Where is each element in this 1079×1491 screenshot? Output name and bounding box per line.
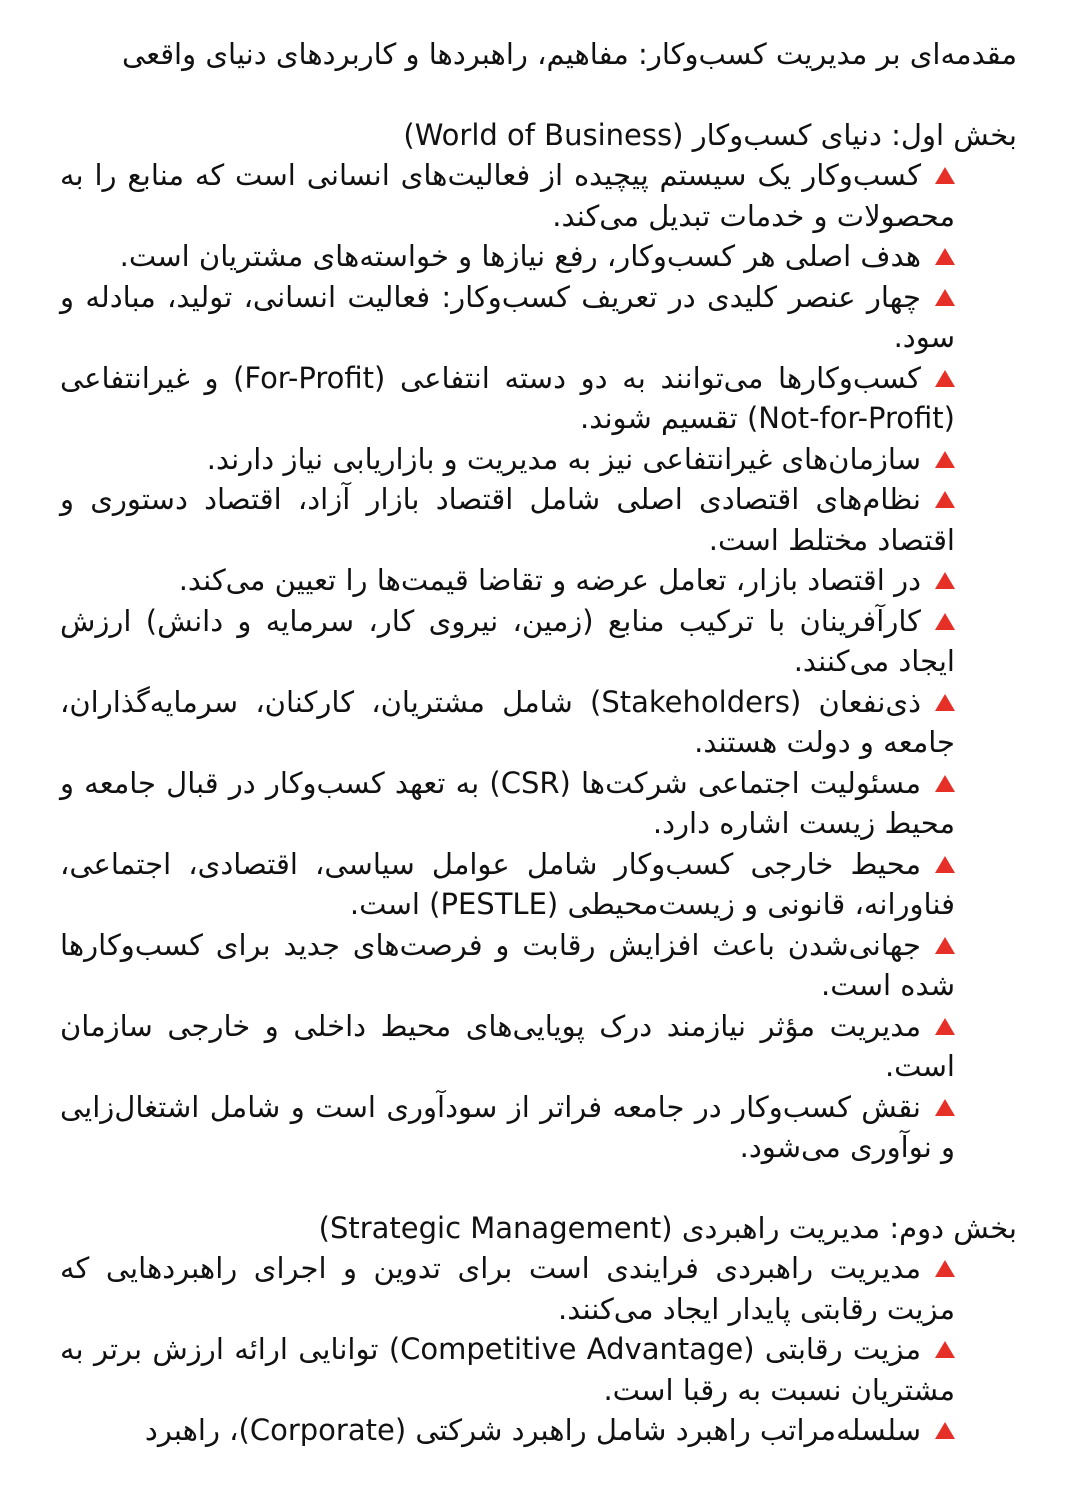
red-triangle-bullet-icon	[935, 370, 955, 387]
red-triangle-bullet-icon	[935, 248, 955, 265]
list-item-text: محیط خارجی کسب‌وکار شامل عوامل سیاسی، اقتصادی، اجتماعی، فناورانه، قانونی و زیست‌محیطی (PESTLE) است.	[60, 846, 955, 921]
section	[60, 1208, 1017, 1451]
red-triangle-bullet-icon	[935, 1018, 955, 1035]
red-triangle-bullet-icon	[935, 491, 955, 508]
list-item-text: مزیت رقابتی (Competitive Advantage) توانایی ارائه ارزش برتر به مشتریان نسبت به رقبا است.	[60, 1332, 955, 1407]
list-item	[60, 439, 1017, 480]
list-item-text: مسئولیت اجتماعی شرکت‌ها (CSR) به تعهد کسب‌وکار در قبال جامعه و محیط زیست اشاره دارد.	[60, 765, 955, 840]
list-item-text: نقش کسب‌وکار در جامعه فراتر از سودآوری است و شامل اشتغال‌زایی و نوآوری می‌شود.	[60, 1089, 955, 1164]
list-item	[60, 844, 1017, 925]
red-triangle-bullet-icon	[935, 856, 955, 873]
section-title: بخش اول: دنیای کسب‌وکار (World of Business)	[403, 117, 1017, 152]
red-triangle-bullet-icon	[935, 451, 955, 468]
list-item	[60, 479, 1017, 560]
list-item-text: هدف اصلی هر کسب‌وکار، رفع نیازها و خواسته‌های مشتریان است.	[119, 239, 921, 273]
red-triangle-bullet-icon	[935, 289, 955, 306]
list-item	[60, 682, 1017, 763]
red-triangle-bullet-icon	[935, 1099, 955, 1116]
list-item-text: کسب‌وکارها می‌توانند به دو دسته انتفاعی (For-Profit) و غیرانتفاعی (Not-for-Profit) تقسیم شوند.	[60, 360, 955, 435]
list-item-text: سازمان‌های غیرانتفاعی نیز به مدیریت و بازاریابی نیاز دارند.	[206, 441, 921, 476]
list-item	[60, 1006, 1017, 1087]
list-item-text: مدیریت راهبردی فرایندی است برای تدوین و اجرای راهبردهایی که مزیت رقابتی پایدار ایجاد می‌کنند.	[60, 1251, 955, 1326]
red-triangle-bullet-icon	[935, 937, 955, 954]
list-item	[60, 358, 1017, 439]
list-item	[60, 560, 1017, 601]
list-item	[60, 1087, 1017, 1168]
list-item-text: مدیریت مؤثر نیازمند درک پویایی‌های محیط داخلی و خارجی سازمان است.	[60, 1008, 955, 1083]
list-item	[60, 601, 1017, 682]
red-triangle-bullet-icon	[935, 167, 955, 184]
section	[60, 115, 1017, 1168]
red-triangle-bullet-icon	[935, 1341, 955, 1358]
list-item-text: در اقتصاد بازار، تعامل عرضه و تقاضا قیمت‌ها را تعیین می‌کند.	[178, 563, 921, 597]
document-title: مقدمه‌ای بر مدیریت کسب‌وکار: مفاهیم، راهبردها و کاربردهای دنیای واقعی	[122, 37, 1017, 71]
list-item-text: کارآفرینان با ترکیب منابع (زمین، نیروی کار، سرمایه و دانش) ارزش ایجاد می‌کنند.	[60, 603, 955, 678]
list-item	[60, 1329, 1017, 1410]
list-item	[60, 925, 1017, 1006]
list-item-text: ذی‌نفعان (Stakeholders) شامل مشتریان، کارکنان، سرمایه‌گذاران، جامعه و دولت هستند.	[60, 684, 955, 759]
list-item-text: نظام‌های اقتصادی اصلی شامل اقتصاد بازار آزاد، اقتصاد دستوری و اقتصاد مختلط است.	[60, 482, 955, 557]
list-item	[60, 277, 1017, 358]
red-triangle-bullet-icon	[935, 694, 955, 711]
list-item-text: کسب‌وکار یک سیستم پیچیده از فعالیت‌های انسانی است که منابع را به محصولات و خدمات تبدیل می‌کند.	[60, 158, 955, 233]
list-item-text: جهانی‌شدن باعث افزایش رقابت و فرصت‌های جدید برای کسب‌وکارها شده است.	[60, 927, 955, 1002]
list-item-text: سلسله‌مراتب راهبرد شامل راهبرد شرکتی (Corporate)، راهبرد	[144, 1413, 921, 1447]
sections-container	[60, 115, 1017, 1451]
document-page	[60, 34, 1017, 1491]
list-item	[60, 763, 1017, 844]
red-triangle-bullet-icon	[935, 613, 955, 630]
red-triangle-bullet-icon	[935, 775, 955, 792]
red-triangle-bullet-icon	[935, 572, 955, 589]
list-item	[60, 236, 1017, 277]
section-title: بخش دوم: مدیریت راهبردی (Strategic Management)	[318, 1210, 1017, 1245]
red-triangle-bullet-icon	[935, 1260, 955, 1277]
list-item-text: چهار عنصر کلیدی در تعریف کسب‌وکار: فعالیت انسانی، تولید، مبادله و سود.	[60, 279, 955, 354]
list-item	[60, 155, 1017, 236]
list-item	[60, 1248, 1017, 1329]
red-triangle-bullet-icon	[935, 1422, 955, 1439]
list-item	[60, 1410, 1017, 1451]
